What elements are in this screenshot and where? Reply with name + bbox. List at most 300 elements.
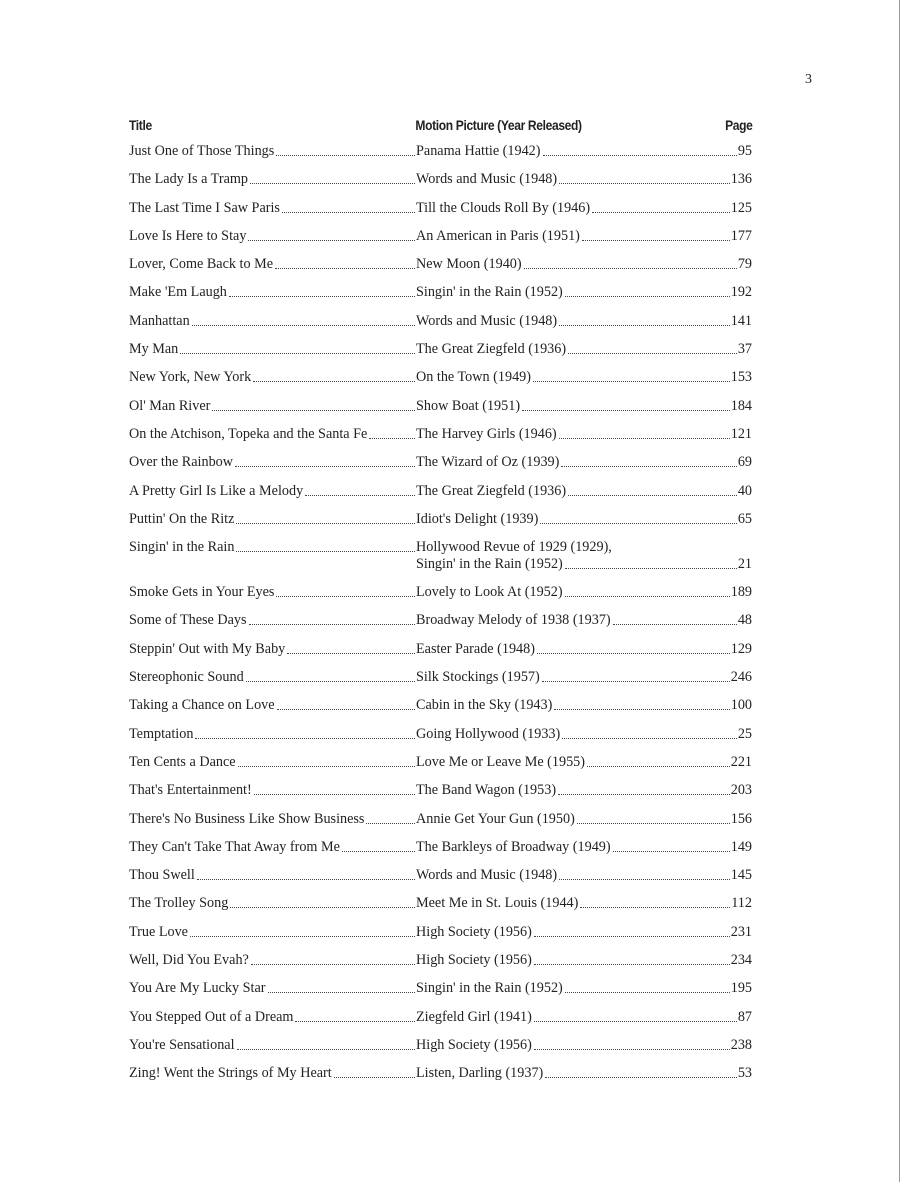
dot-leader bbox=[342, 850, 415, 852]
table-row bbox=[129, 309, 752, 337]
page-number-cell: 195 bbox=[730, 980, 752, 997]
dot-leader bbox=[561, 465, 736, 467]
motion-picture-line bbox=[416, 669, 752, 686]
header-motion-picture: Motion Picture (Year Released) bbox=[415, 117, 582, 133]
motion-picture-line bbox=[416, 454, 752, 471]
motion-picture-cell bbox=[416, 341, 752, 358]
dot-leader bbox=[369, 437, 415, 439]
page-number-cell: 129 bbox=[730, 640, 752, 657]
song-title-cell bbox=[129, 867, 416, 884]
motion-picture-line bbox=[416, 612, 752, 629]
motion-picture-cell bbox=[416, 754, 752, 771]
song-title-cell bbox=[129, 171, 416, 188]
dot-leader bbox=[295, 1020, 415, 1022]
motion-picture-line bbox=[416, 539, 752, 556]
song-title: You're Sensational bbox=[129, 1036, 235, 1053]
dot-leader bbox=[250, 182, 415, 184]
motion-picture-line bbox=[416, 697, 752, 714]
dot-leader bbox=[613, 850, 730, 852]
motion-picture-line bbox=[416, 754, 752, 771]
motion-picture: The Harvey Girls (1946) bbox=[416, 425, 557, 442]
dot-leader bbox=[305, 494, 415, 496]
table-row bbox=[129, 665, 752, 693]
motion-picture-line bbox=[416, 556, 752, 573]
motion-picture: Love Me or Leave Me (1955) bbox=[416, 753, 586, 770]
table-row bbox=[129, 280, 752, 308]
page-number-cell: 65 bbox=[737, 510, 752, 527]
song-title: They Can't Take That Away from Me bbox=[129, 838, 340, 855]
dot-leader bbox=[559, 437, 730, 439]
song-title-cell bbox=[129, 539, 416, 556]
dot-leader bbox=[524, 267, 737, 269]
motion-picture-cell bbox=[416, 612, 752, 629]
song-title: Lover, Come Back to Me bbox=[129, 256, 274, 273]
song-title-cell bbox=[129, 511, 416, 528]
dot-leader bbox=[565, 595, 730, 597]
table-row bbox=[129, 580, 752, 608]
table-row bbox=[129, 778, 752, 806]
page-number-cell: 112 bbox=[731, 895, 752, 912]
song-title: Thou Swell bbox=[129, 867, 195, 884]
motion-picture-line bbox=[416, 1009, 752, 1026]
song-title-cell bbox=[129, 895, 416, 912]
song-title: Ol' Man River bbox=[129, 397, 211, 414]
table-row bbox=[129, 479, 752, 507]
song-title-cell bbox=[129, 228, 416, 245]
motion-picture-cell bbox=[416, 1065, 752, 1082]
motion-picture-line bbox=[416, 839, 752, 856]
table-row bbox=[129, 337, 752, 365]
song-title: True Love bbox=[129, 923, 188, 940]
song-title: Puttin' On the Ritz bbox=[129, 510, 235, 527]
dot-leader bbox=[545, 1076, 737, 1078]
page-number-cell: 37 bbox=[737, 341, 752, 358]
dot-leader bbox=[534, 935, 730, 937]
dot-leader bbox=[190, 935, 415, 937]
page-number-cell: 40 bbox=[737, 482, 752, 499]
page-number-cell: 149 bbox=[730, 838, 752, 855]
song-title-cell bbox=[129, 426, 416, 443]
page-number-cell: 238 bbox=[730, 1036, 752, 1053]
header-page: Page bbox=[725, 117, 753, 133]
table-row bbox=[129, 224, 752, 252]
table-row bbox=[129, 722, 752, 750]
song-title: Well, Did You Evah? bbox=[129, 952, 249, 969]
motion-picture-cell bbox=[416, 313, 752, 330]
song-title-cell bbox=[129, 1037, 416, 1054]
song-title-cell bbox=[129, 669, 416, 686]
dot-leader bbox=[587, 765, 730, 767]
table-row bbox=[129, 863, 752, 891]
dot-leader bbox=[180, 352, 415, 354]
page-number-cell: 125 bbox=[730, 199, 752, 216]
motion-picture: An American in Paris (1951) bbox=[416, 227, 580, 244]
dot-leader bbox=[248, 239, 415, 241]
motion-picture-line bbox=[416, 1065, 752, 1082]
page-number-cell: 231 bbox=[730, 923, 752, 940]
motion-picture-line bbox=[416, 398, 752, 415]
page-number-cell: 69 bbox=[737, 454, 752, 471]
song-title-cell bbox=[129, 980, 416, 997]
song-title-cell bbox=[129, 284, 416, 301]
song-title: On the Atchison, Topeka and the Santa Fe bbox=[129, 425, 368, 442]
page-number-cell: 246 bbox=[730, 669, 752, 686]
dot-leader bbox=[282, 211, 415, 213]
motion-picture-cell bbox=[416, 867, 752, 884]
motion-picture-cell bbox=[416, 200, 752, 217]
table-row bbox=[129, 693, 752, 721]
song-title-cell bbox=[129, 754, 416, 771]
motion-picture-cell bbox=[416, 256, 752, 273]
dot-leader bbox=[534, 1048, 730, 1050]
page-number: 3 bbox=[805, 72, 812, 87]
page-number-cell: 145 bbox=[730, 867, 752, 884]
header-title: Title bbox=[129, 117, 152, 133]
song-title-cell bbox=[129, 256, 416, 273]
motion-picture-line bbox=[416, 256, 752, 273]
table-row bbox=[129, 507, 752, 535]
dot-leader bbox=[559, 182, 730, 184]
dot-leader bbox=[582, 239, 730, 241]
motion-picture-line bbox=[416, 313, 752, 330]
song-title-cell bbox=[129, 726, 416, 743]
motion-picture-line bbox=[416, 895, 752, 912]
page-number-cell: 203 bbox=[730, 782, 752, 799]
motion-picture-line bbox=[416, 369, 752, 386]
page-number-cell: 177 bbox=[730, 227, 752, 244]
song-title-cell bbox=[129, 811, 416, 828]
motion-picture-cell bbox=[416, 839, 752, 856]
table-row bbox=[129, 196, 752, 224]
song-title-cell bbox=[129, 1065, 416, 1082]
motion-picture: The Great Ziegfeld (1936) bbox=[416, 482, 567, 499]
song-title: Make 'Em Laugh bbox=[129, 284, 227, 301]
table-row bbox=[129, 1005, 752, 1033]
page-number-cell: 156 bbox=[730, 810, 752, 827]
table-row bbox=[129, 394, 752, 422]
dot-leader bbox=[277, 708, 415, 710]
motion-picture: The Great Ziegfeld (1936) bbox=[416, 341, 567, 358]
motion-picture-line bbox=[416, 584, 752, 601]
motion-picture: Idiot's Delight (1939) bbox=[416, 510, 539, 527]
page-number-cell: 121 bbox=[730, 425, 752, 442]
page-number-cell: 48 bbox=[737, 612, 752, 629]
song-title-cell bbox=[129, 369, 416, 386]
page-number-cell: 221 bbox=[730, 753, 752, 770]
motion-picture-line bbox=[416, 1037, 752, 1054]
motion-picture-line bbox=[416, 200, 752, 217]
motion-picture-line bbox=[416, 867, 752, 884]
motion-picture-line bbox=[416, 641, 752, 658]
dot-leader bbox=[251, 963, 415, 965]
motion-picture-line bbox=[416, 726, 752, 743]
dot-leader bbox=[522, 409, 730, 411]
song-title: The Trolley Song bbox=[129, 895, 229, 912]
table-row bbox=[129, 252, 752, 280]
motion-picture-cell bbox=[416, 171, 752, 188]
motion-picture-line bbox=[416, 284, 752, 301]
page-number-cell: 192 bbox=[730, 284, 752, 301]
dot-leader bbox=[229, 295, 415, 297]
motion-picture: Easter Parade (1948) bbox=[416, 640, 535, 657]
table-row bbox=[129, 139, 752, 167]
dot-leader bbox=[592, 211, 730, 213]
motion-picture-cell bbox=[416, 483, 752, 500]
song-title-cell bbox=[129, 612, 416, 629]
motion-picture-cell bbox=[416, 143, 752, 160]
dot-leader bbox=[287, 652, 415, 654]
song-title-cell bbox=[129, 641, 416, 658]
song-title: You Are My Lucky Star bbox=[129, 980, 266, 997]
motion-picture: The Band Wagon (1953) bbox=[416, 782, 557, 799]
motion-picture-cell bbox=[416, 539, 752, 573]
song-title-cell bbox=[129, 697, 416, 714]
dot-leader bbox=[565, 991, 730, 993]
song-title: Stereophonic Sound bbox=[129, 669, 244, 686]
dot-leader bbox=[580, 906, 730, 908]
motion-picture: Listen, Darling (1937) bbox=[416, 1065, 544, 1082]
page-number-cell: 79 bbox=[737, 256, 752, 273]
table-row bbox=[129, 422, 752, 450]
motion-picture-line bbox=[416, 924, 752, 941]
table-row bbox=[129, 637, 752, 665]
motion-picture-line bbox=[416, 483, 752, 500]
table-row bbox=[129, 1033, 752, 1061]
song-title-cell bbox=[129, 924, 416, 941]
song-title: Zing! Went the Strings of My Heart bbox=[129, 1065, 332, 1082]
song-title: Love Is Here to Stay bbox=[129, 227, 247, 244]
page-number-cell: 100 bbox=[730, 697, 752, 714]
motion-picture-cell bbox=[416, 697, 752, 714]
song-title: The Lady Is a Tramp bbox=[129, 171, 248, 188]
motion-picture: Words and Music (1948) bbox=[416, 171, 558, 188]
motion-picture-cell bbox=[416, 426, 752, 443]
motion-picture-line bbox=[416, 511, 752, 528]
song-title: That's Entertainment! bbox=[129, 782, 252, 799]
motion-picture-cell bbox=[416, 952, 752, 969]
motion-picture: Lovely to Look At (1952) bbox=[416, 584, 563, 601]
motion-picture-cell bbox=[416, 669, 752, 686]
table-row bbox=[129, 891, 752, 919]
motion-picture-cell bbox=[416, 511, 752, 528]
motion-picture-cell bbox=[416, 454, 752, 471]
motion-picture-cell bbox=[416, 1037, 752, 1054]
dot-leader bbox=[542, 680, 730, 682]
motion-picture: Broadway Melody of 1938 (1937) bbox=[416, 612, 611, 629]
motion-picture: Panama Hattie (1942) bbox=[416, 143, 541, 159]
motion-picture-cell bbox=[416, 726, 752, 743]
motion-picture: Going Hollywood (1933) bbox=[416, 725, 561, 742]
dot-leader bbox=[246, 680, 415, 682]
motion-picture: Words and Music (1948) bbox=[416, 867, 558, 884]
song-title: Temptation bbox=[129, 725, 194, 742]
dot-leader bbox=[334, 1076, 415, 1078]
dot-leader bbox=[534, 963, 730, 965]
motion-picture: Cabin in the Sky (1943) bbox=[416, 697, 553, 714]
motion-picture-line bbox=[416, 952, 752, 969]
song-title-cell bbox=[129, 341, 416, 358]
table-row bbox=[129, 750, 752, 778]
dot-leader bbox=[543, 154, 737, 156]
song-title: Steppin' Out with My Baby bbox=[129, 640, 286, 657]
motion-picture-cell bbox=[416, 641, 752, 658]
song-title-cell bbox=[129, 782, 416, 799]
dot-leader bbox=[254, 793, 415, 795]
table-row bbox=[129, 835, 752, 863]
motion-picture: Till the Clouds Roll By (1946) bbox=[416, 199, 591, 216]
dot-leader bbox=[235, 465, 415, 467]
song-title: A Pretty Girl Is Like a Melody bbox=[129, 482, 304, 499]
motion-picture: High Society (1956) bbox=[416, 952, 532, 969]
song-title-cell bbox=[129, 454, 416, 471]
table-row bbox=[129, 535, 752, 580]
song-title: Just One of Those Things bbox=[129, 143, 275, 159]
dot-leader bbox=[577, 822, 730, 824]
dot-leader bbox=[613, 623, 737, 625]
table-row bbox=[129, 920, 752, 948]
dot-leader bbox=[565, 295, 730, 297]
motion-picture-line bbox=[416, 426, 752, 443]
song-title: New York, New York bbox=[129, 369, 252, 386]
song-title-cell bbox=[129, 398, 416, 415]
dot-leader bbox=[540, 522, 736, 524]
table-row bbox=[129, 608, 752, 636]
page-number-cell: 21 bbox=[737, 556, 752, 573]
motion-picture-cell bbox=[416, 398, 752, 415]
table-row bbox=[129, 1061, 752, 1089]
table-row bbox=[129, 807, 752, 835]
dot-leader bbox=[534, 1020, 737, 1022]
dot-leader bbox=[537, 652, 730, 654]
dot-leader bbox=[212, 409, 415, 411]
motion-picture-line bbox=[416, 143, 752, 160]
page-number-cell: 189 bbox=[730, 584, 752, 601]
page-number-cell: 95 bbox=[737, 143, 752, 159]
motion-picture: Show Boat (1951) bbox=[416, 397, 521, 414]
motion-picture: On the Town (1949) bbox=[416, 369, 531, 386]
dot-leader bbox=[554, 708, 729, 710]
page-number-cell: 141 bbox=[730, 312, 752, 329]
page-number-cell: 136 bbox=[730, 171, 752, 188]
motion-picture: High Society (1956) bbox=[416, 923, 532, 940]
table-row bbox=[129, 365, 752, 393]
motion-picture-cell bbox=[416, 284, 752, 301]
song-title: Singin' in the Rain bbox=[129, 539, 235, 556]
song-index-table bbox=[129, 115, 752, 1090]
motion-picture: High Society (1956) bbox=[416, 1036, 532, 1053]
page-number-cell: 153 bbox=[730, 369, 752, 386]
song-title-cell bbox=[129, 584, 416, 601]
motion-picture-line bbox=[416, 811, 752, 828]
dot-leader bbox=[192, 324, 415, 326]
song-title-cell bbox=[129, 143, 416, 160]
dot-leader bbox=[230, 906, 415, 908]
dot-leader bbox=[568, 352, 737, 354]
song-title: You Stepped Out of a Dream bbox=[129, 1008, 294, 1025]
motion-picture-line bbox=[416, 341, 752, 358]
song-title-cell bbox=[129, 952, 416, 969]
song-title-cell bbox=[129, 313, 416, 330]
page-number-cell: 25 bbox=[737, 725, 752, 742]
song-title: Smoke Gets in Your Eyes bbox=[129, 584, 275, 601]
motion-picture: The Barkleys of Broadway (1949) bbox=[416, 838, 611, 855]
table-row bbox=[129, 450, 752, 478]
motion-picture: Singin' in the Rain (1952) bbox=[416, 980, 563, 997]
dot-leader bbox=[559, 324, 730, 326]
table-body bbox=[129, 139, 752, 1090]
motion-picture-cell bbox=[416, 584, 752, 601]
motion-picture-cell bbox=[416, 980, 752, 997]
motion-picture: New Moon (1940) bbox=[416, 256, 522, 273]
motion-picture-cell bbox=[416, 924, 752, 941]
motion-picture-cell bbox=[416, 369, 752, 386]
song-title: My Man bbox=[129, 341, 179, 358]
song-title-cell bbox=[129, 200, 416, 217]
page-number-cell: 234 bbox=[730, 952, 752, 969]
motion-picture-line bbox=[416, 228, 752, 245]
dot-leader bbox=[276, 595, 415, 597]
motion-picture: The Wizard of Oz (1939) bbox=[416, 454, 560, 471]
motion-picture-cell bbox=[416, 228, 752, 245]
motion-picture-cell bbox=[416, 895, 752, 912]
dot-leader bbox=[562, 737, 737, 739]
motion-picture-line bbox=[416, 171, 752, 188]
dot-leader bbox=[236, 522, 415, 524]
motion-picture: Singin' in the Rain (1952) bbox=[416, 284, 563, 301]
dot-leader bbox=[366, 822, 415, 824]
motion-picture: Annie Get Your Gun (1950) bbox=[416, 810, 575, 827]
table-row bbox=[129, 948, 752, 976]
motion-picture-cell bbox=[416, 1009, 752, 1026]
dot-leader bbox=[558, 793, 730, 795]
song-title-cell bbox=[129, 839, 416, 856]
motion-picture-line bbox=[416, 980, 752, 997]
dot-leader bbox=[236, 550, 415, 552]
page-number-cell: 87 bbox=[737, 1008, 752, 1025]
motion-picture-cell bbox=[416, 811, 752, 828]
motion-picture: Silk Stockings (1957) bbox=[416, 669, 540, 686]
motion-picture: Meet Me in St. Louis (1944) bbox=[416, 895, 579, 912]
song-title-cell bbox=[129, 1009, 416, 1026]
dot-leader bbox=[559, 878, 730, 880]
motion-picture: Ziegfeld Girl (1941) bbox=[416, 1008, 532, 1025]
song-title: Ten Cents a Dance bbox=[129, 753, 236, 770]
dot-leader bbox=[565, 567, 737, 569]
dot-leader bbox=[253, 380, 415, 382]
song-title: Manhattan bbox=[129, 312, 190, 329]
dot-leader bbox=[268, 991, 416, 993]
table-row bbox=[129, 976, 752, 1004]
page-number-cell: 184 bbox=[730, 397, 752, 414]
dot-leader bbox=[276, 154, 415, 156]
motion-picture-cell bbox=[416, 782, 752, 799]
song-title: Taking a Chance on Love bbox=[129, 697, 275, 714]
page-number-cell: 53 bbox=[737, 1065, 752, 1082]
table-row bbox=[129, 167, 752, 195]
motion-picture: Singin' in the Rain (1952) bbox=[416, 556, 563, 573]
dot-leader bbox=[195, 737, 415, 739]
song-title: The Last Time I Saw Paris bbox=[129, 199, 280, 216]
dot-leader bbox=[568, 494, 737, 496]
motion-picture: Hollywood Revue of 1929 (1929), bbox=[416, 539, 612, 556]
dot-leader bbox=[238, 765, 415, 767]
motion-picture: Words and Music (1948) bbox=[416, 312, 558, 329]
dot-leader bbox=[237, 1048, 415, 1050]
song-title-cell bbox=[129, 483, 416, 500]
song-title: There's No Business Like Show Business bbox=[129, 810, 365, 827]
dot-leader bbox=[275, 267, 415, 269]
song-title: Over the Rainbow bbox=[129, 454, 234, 471]
